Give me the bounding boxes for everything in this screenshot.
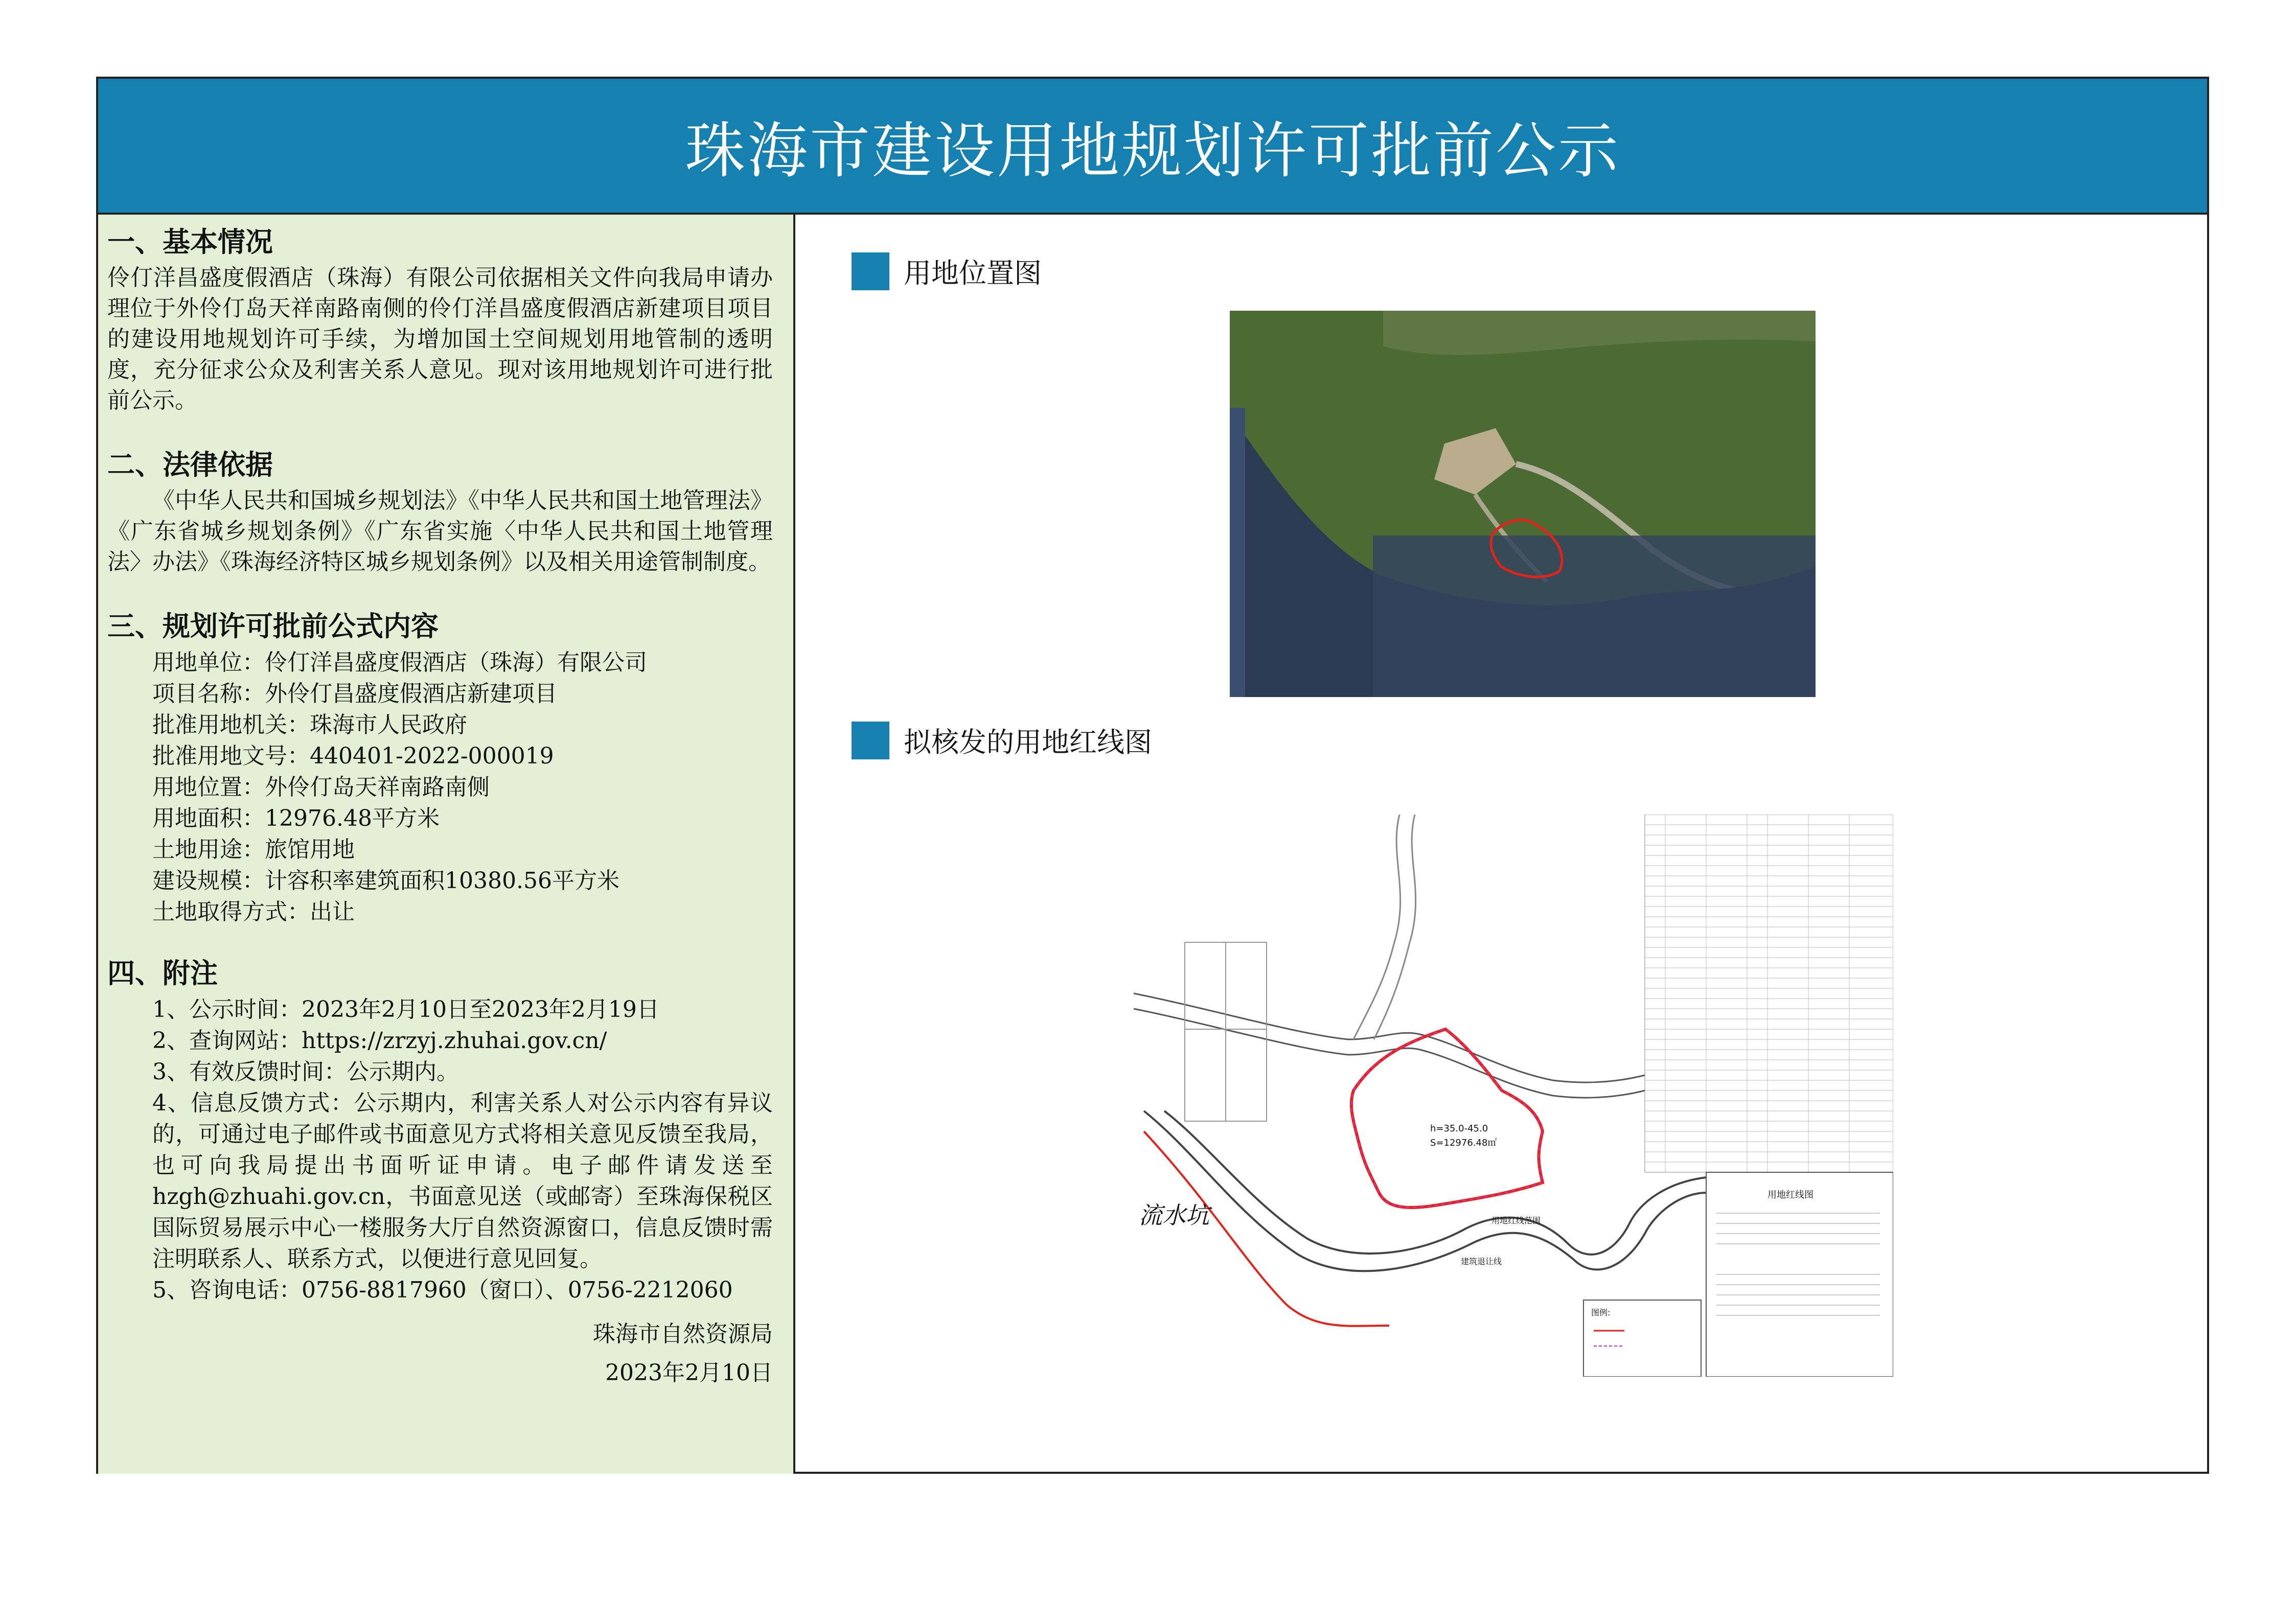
content-item-area: 用地面积：12976.48平方米 [152,805,440,831]
legend-box [1583,1300,1701,1377]
page-title: 珠海市建设用地规划许可批前公示 [684,115,1620,186]
redline-map-heading: 拟核发的用地红线图 [852,721,1152,760]
content-list [107,647,773,928]
text-panel [98,215,795,1474]
redline-drawing [1134,815,1893,1377]
boundary-label: 用地红线范围 [1491,1216,1541,1225]
notes-list [107,994,773,1306]
note-item-feedback-method: 4、信息反馈方式：公示期内，利害关系人对公示内容有异议的，可通过电子邮件或书面意见方式将相关意见反馈至我局，也可向我局提出书面听证申请。电子邮件请发送至hzgh@zhuahi.gov.cn，书面意见送（或邮寄）至珠海保税区国际贸易展示中心一楼服务大厅自然资源窗口，信息反馈时需注明联系人、联系方式，以便进行意见回复。 [152,1090,773,1272]
header-bar [98,79,2207,215]
content-item-location: 用地位置：外伶仃岛天祥南路南侧 [152,774,490,800]
content-item-acquisition: 土地取得方式：出让 [152,899,355,925]
site-area-label: S=12976.48㎡ [1430,1138,1497,1148]
content-item-project: 项目名称：外伶仃昌盛度假酒店新建项目 [152,681,557,707]
legend-heading: 图例: [1591,1308,1611,1317]
content-item-docno: 批准用地文号：440401-2022-000019 [152,743,554,769]
signature-org: 珠海市自然资源局 [593,1321,773,1347]
section-basic-heading: 一、基本情况 [107,226,273,258]
content-item-authority: 批准用地机关：珠海市人民政府 [152,712,467,738]
note-item-website: 2、查询网站：https://zrzyj.zhuhai.gov.cn/ [152,1028,607,1054]
content-item-unit: 用地单位：伶仃洋昌盛度假酒店（珠海）有限公司 [152,650,647,676]
note-item-phone: 5、咨询电话：0756-8817960（窗口）、0756-2212060 [152,1277,733,1303]
section-notes-heading: 四、附注 [107,957,218,989]
note-item-feedback-time: 3、有效反馈时间：公示期内。 [152,1059,459,1085]
signature-date: 2023年2月10日 [605,1360,773,1386]
site-height-label: h=35.0-45.0 [1430,1123,1488,1134]
place-label: 流水坑 [1139,1201,1209,1229]
heading-square-icon [852,722,889,759]
section-content-heading: 三、规划许可批前公式内容 [107,610,439,642]
section-legal-text: 《中华人民共和国城乡规划法》《中华人民共和国土地管理法》《广东省城乡规划条例》《广东省实施〈中华人民共和国土地管理法〉办法》《珠海经济特区城乡规划条例》以及相关用途管制制度。 [107,488,773,575]
coordinate-table [1645,815,1893,1172]
location-map-heading: 用地位置图 [852,251,1042,291]
content-item-scale: 建设规模：计容积率建筑面积10380.56平方米 [152,868,619,894]
section-legal-heading: 二、法律依据 [107,449,273,481]
title-block [1706,1172,1893,1377]
location-satellite-map [1230,311,1816,697]
heading-square-icon [852,252,889,290]
title-block-heading: 用地红线图 [1767,1190,1813,1200]
setback-label: 建筑退让线 [1461,1257,1502,1266]
section-basic-text: 伶仃洋昌盛度假酒店（珠海）有限公司依据相关文件向我局申请办理位于外伶仃岛天祥南路南侧的伶仃洋昌盛度假酒店新建项目项目的建设用地规划许可手续，为增加国土空间规划用地管制的透明度，充分征求公众及利害关系人意见。现对该用地规划许可进行批前公示。 [107,265,773,413]
content-item-use: 土地用途：旅馆用地 [152,837,355,863]
note-item-time: 1、公示时间：2023年2月10日至2023年2月19日 [152,996,659,1023]
